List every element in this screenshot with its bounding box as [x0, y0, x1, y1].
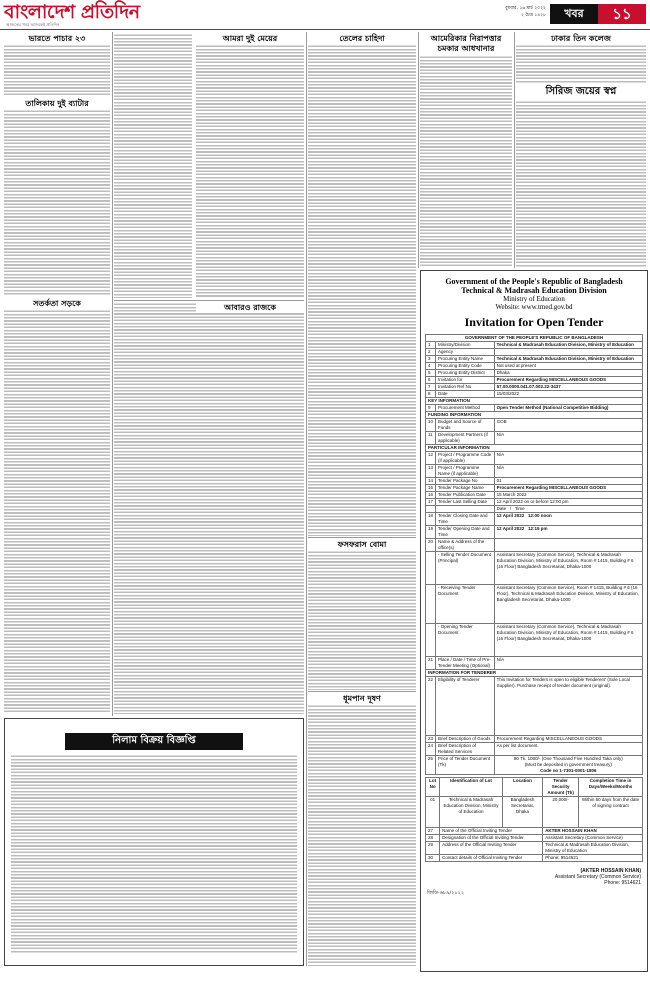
- footer-ref: জিডি-৬৮৯/২০২২: [427, 890, 465, 896]
- table-row: 6 Invitation for Procurement Regarding MISCELLANEOUS GOODS: [426, 377, 643, 384]
- article-headline: ভারতে পাচার ২৩: [28, 33, 86, 43]
- section-tenderer: INFORMATION FOR TENDERER: [426, 670, 643, 677]
- article-headline: আমরা দুই মেয়ের: [222, 33, 278, 43]
- date-line: [400, 5, 546, 19]
- table-row: Date / Time: [426, 506, 643, 513]
- signature-title: Assistant Secretary (Common Service): [554, 874, 641, 880]
- date-gregorian: বুধবার, ১৬ মার্চ ২০২২: [505, 6, 546, 11]
- column-divider: [418, 32, 419, 268]
- signature-name: (AKTER HOSSAIN KHAN): [580, 868, 641, 874]
- column-divider: [112, 32, 113, 716]
- table-row: 20 Name & Address of the office(s): [426, 539, 643, 552]
- table-row: 5 Procuring Entity District Dhaka: [426, 370, 643, 377]
- article-body: [516, 44, 646, 84]
- article-subheadline: সিরিজ জয়ের স্বপ্ন: [545, 86, 617, 97]
- auction-title: নিলাম বিক্রয় বিজ্ঞপ্তি: [65, 733, 243, 750]
- lot-table: Lot No Identification of Lot Location Tender Security Amount (Tk) Completion Time in Days/Weeks/Months 01 Technical & Madrasah Education Division, Ministry of Education Bangladesh Secretariat, Dhaka 20,000/- Within 60 days from the date of signing contract 27 Name of the Official Inviting Tender AKTER HOSSAIN KHAN 28 Designation of the Official Inviting Tender Assistant Secretary (Common Service) 29 Address of the Official Inviting Tender Technical & Madrasah Education Division, Ministry of Education 30 Contact details of Official Inviting Tender Phone: 9514621: [425, 777, 643, 862]
- article-headline: সতর্কতা সড়কে: [33, 298, 81, 308]
- table-row: 27 Name of the Official Inviting Tender AKTER HOSSAIN KHAN: [426, 828, 643, 835]
- masthead-rule: [0, 29, 650, 30]
- section-divider: [308, 537, 416, 538]
- table-row: 21 Place / Date / Time of Pre-Tender Meeting (Optional) N/A: [426, 657, 643, 670]
- table-row: 25 Price of Tender Document (Tk) 80 Tk. 1000/- (One Thousand Five Hundred Taka only) (Must be deposited in government treasury) Code no 1-7301-0001-1806: [426, 756, 643, 775]
- table-row: 24 Brief Description of Related Services As per list document.: [426, 743, 643, 756]
- table-title: GOVERNMENT OF THE PEOPLE'S REPUBLIC OF BANGLADESH: [426, 335, 643, 342]
- article-body: [4, 109, 110, 295]
- section-funding: FUNDING INFORMATION: [426, 412, 643, 419]
- table-row: 12 Project / Programme Code (if applicable) N/A: [426, 452, 643, 465]
- table-row: 22 Eligibility of Tenderer This Invitation for Tenders is open to eligible Tenderers' (Sole Local Supplier). Purchase receipt of tender document (original).: [426, 677, 643, 736]
- article-headline: তালিকায় দুই ব্যাটার: [25, 98, 89, 108]
- article-body: [196, 44, 304, 298]
- article-headline: ধূমপান দূষণ: [343, 693, 381, 703]
- article-body: [4, 309, 110, 714]
- signature-phone: Phone: 9514621: [604, 880, 641, 886]
- date-bengali: ২ চৈত্র ১৪২৮: [520, 13, 546, 18]
- article-subheadline: চমকার আধখানার: [437, 43, 495, 53]
- table-row: 11 Development Partners (if applicable) N/A: [426, 432, 643, 445]
- article-headline: আমেরিকার নিরাপত্তার: [430, 33, 502, 43]
- article-body: [4, 44, 110, 95]
- table-row: 13 Project / Programme Name (if applicable) N/A: [426, 465, 643, 478]
- article-headline: ঢাকার তিন কলেজ: [551, 33, 611, 43]
- table-row: 29 Address of the Official Inviting Tender Technical & Madrasah Education Division, Ministry of Education: [426, 842, 643, 855]
- table-row: 4 Procuring Entity Code Not used at present: [426, 363, 643, 370]
- column-divider: [306, 32, 307, 966]
- website-line: Website: www.tmed.gov.bd: [495, 303, 573, 311]
- article-body: [420, 55, 512, 267]
- section-particular: PARTICULAR INFORMATION: [426, 445, 643, 452]
- table-row: 7 Invitation Ref No 57.00.0000.041.07.002.22-3437: [426, 384, 643, 391]
- table-row: 10 Budget and Source of Funds GOB: [426, 419, 643, 432]
- column-divider: [514, 32, 515, 268]
- article-body: [516, 100, 646, 267]
- article-headline: আবারও রাজকে: [196, 302, 304, 312]
- masthead: [0, 0, 650, 30]
- page-number: ১১: [598, 4, 646, 24]
- newspaper-logo: বাংলাদেশ প্রতিদিন: [4, 1, 140, 23]
- article-body: [308, 44, 416, 536]
- table-row: 8 Date 15/03/2022: [426, 391, 643, 398]
- logo-tagline: আজকের খবর আজকেই প্রতিদিন: [6, 22, 60, 27]
- tender-table: [425, 334, 643, 775]
- article-body: [114, 33, 192, 298]
- table-row: 17 Tender Last Selling Date 12 April 2022 on or before 12:00 pm: [426, 499, 643, 506]
- ministry-line: Ministry of Education: [503, 295, 565, 303]
- table-row: 14 Tender Package No 01: [426, 478, 643, 485]
- section-key-info: KEY INFORMATION: [426, 398, 643, 405]
- lot-row: 01 Technical & Madrasah Education Division, Ministry of Education Bangladesh Secretariat, Dhaka 20,000/- Within 60 days from the date of signing contract: [426, 797, 643, 828]
- table-row: 15 Tender Package Name Procurement Regarding MISCELLANEOUS GOODS: [426, 485, 643, 492]
- table-row: 1 Ministry/Division Technical & Madrasah Education Division, Ministry of Education: [426, 342, 643, 349]
- table-row: - Selling Tender Document (Principal) Assistant Secretary (Common Service), Technical & Madrasah Education Division, Ministry of Education, Room # 1415, Building # 6 (16 Floor) Bangladesh Secretariat, Dhaka-1000: [426, 552, 643, 585]
- article-headline: তেলের চাহিদা: [339, 33, 385, 43]
- table-row: 30 Contact details of Official Inviting Tender Phone: 9514621: [426, 855, 643, 862]
- section-divider: [114, 300, 304, 301]
- article-body: [308, 550, 416, 690]
- table-row: 3 Procuring Entity Name Technical & Madrasah Education Division, Ministry of Education: [426, 356, 643, 363]
- table-row: 19 Tender Opening Date and Time 12 April 2022 12:15 pm: [426, 526, 643, 539]
- section-label: খবর: [550, 4, 598, 24]
- table-row: - Receiving Tender Document Assistant Secretary (Common Service), Room # 1415, Building # 6 (16 Floor), Technical & Madrasah Education Division, Ministry of Education, Bangladesh Secretariat, Dhaka-1000: [426, 585, 643, 624]
- auction-body: [11, 754, 297, 954]
- section-divider: [308, 691, 416, 692]
- table-row: 18 Tender Closing Date and Time 12 April 2022 12:00 noon: [426, 513, 643, 526]
- table-row: 28 Designation of the Official Inviting Tender Assistant Secretary (Common Service): [426, 835, 643, 842]
- article-headline: ফসফরাস বোমা: [337, 539, 387, 549]
- table-row: 9 Procurement Method Open Tender Method (National Competitive Bidding): [426, 405, 643, 412]
- table-row: 2 Agency: [426, 349, 643, 356]
- gov-line: Government of the People's Republic of Bangladesh: [445, 277, 623, 286]
- table-row: 23 Brief Description of Goods Procurement Regarding MISCELLANEOUS GOODS: [426, 736, 643, 743]
- article-body: [114, 302, 304, 714]
- division-line: Technical & Madrasah Education Division: [461, 286, 607, 295]
- article-body: [308, 704, 416, 966]
- table-row: 16 Tender Publication Date 15 March 2022: [426, 492, 643, 499]
- table-row: - Opening Tender Document Assistant Secretary (Common Service), Technical & Madrasah Education Division, Ministry of Education, Room # 1415, Building # 6 (16 Floor) Bangladesh Secretariat, Dhaka-1000: [426, 624, 643, 657]
- tender-title: Invitation for Open Tender: [464, 315, 604, 329]
- tender-notice: [420, 270, 648, 972]
- auction-notice: [4, 718, 304, 966]
